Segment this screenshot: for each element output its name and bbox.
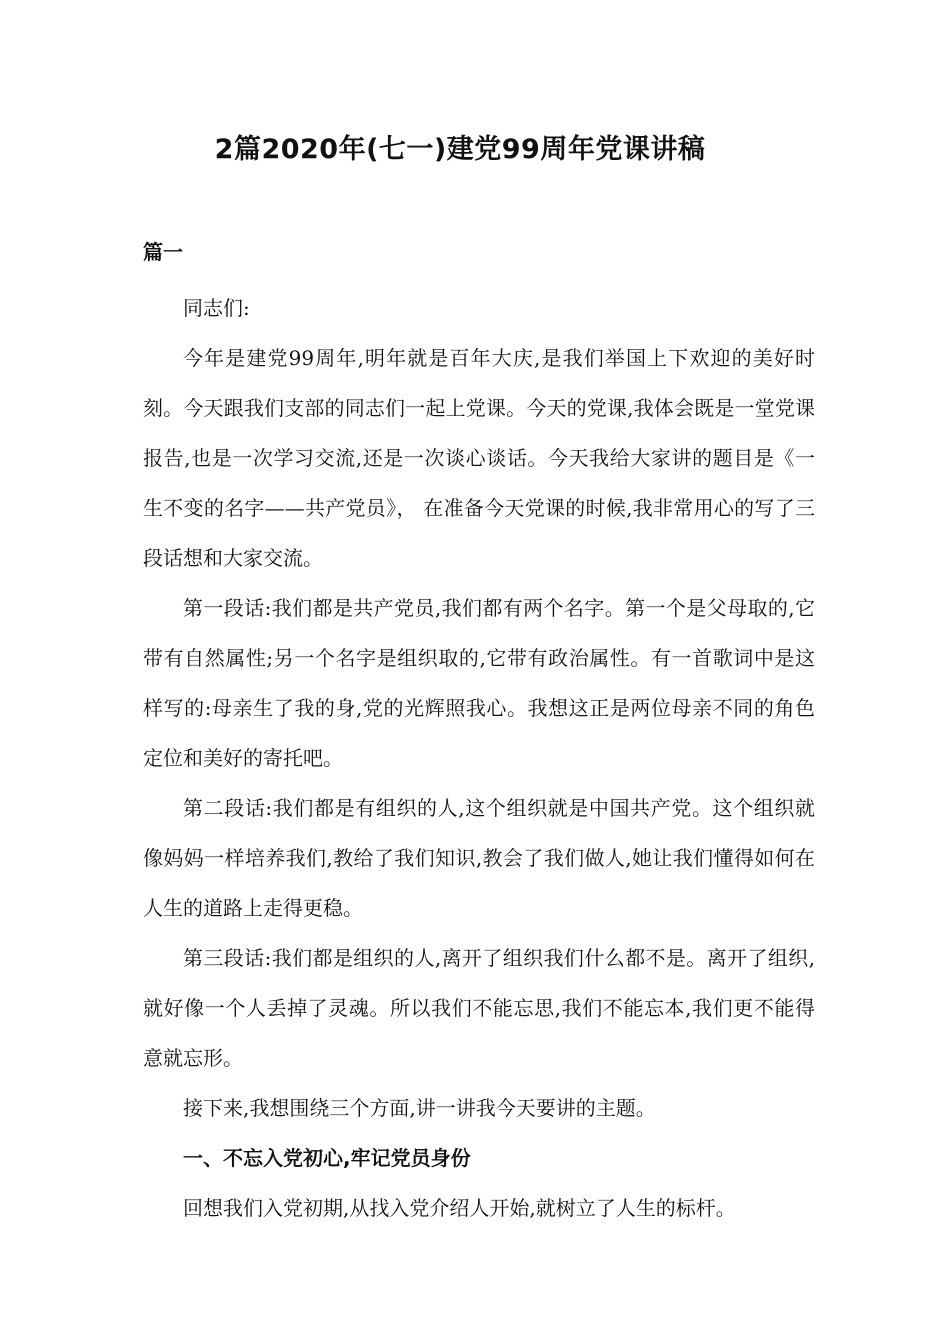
transition-paragraph: 接下来,我想围绕三个方面,讲一讲我今天要讲的主题。	[183, 1096, 656, 1120]
closing-paragraph: 回想我们入党初期,从找入党介绍人开始,就树立了人生的标杆。	[183, 1196, 736, 1220]
document-body	[143, 283, 815, 1233]
subheading-one: 一、不忘入党初心,牢记党员身份	[183, 1146, 471, 1170]
greeting-paragraph: 同志们:	[183, 296, 250, 320]
section-heading: 篇一	[143, 240, 183, 264]
first-point-paragraph: 第一段话:我们都是共产党员,我们都有两个名字。第一个是父母取的,它带有自然属性;另一个名字是组织取的,它带有政治属性。有一首歌词中是这样写的:母亲生了我的身,党的光辉照我心。我想这正是两位母亲不同的角色定位和美好的寄托吧。	[143, 596, 815, 770]
second-point-paragraph: 第二段话:我们都是有组织的人,这个组织就是中国共产党。这个组织就像妈妈一样培养我们,教给了我们知识,教会了我们做人,她让我们懂得如何在人生的道路上走得更稳。	[143, 796, 815, 920]
third-point-paragraph: 第三段话:我们都是组织的人,离开了组织我们什么都不是。离开了组织,就好像一个人丢掉了灵魂。所以我们不能忘思,我们不能忘本,我们更不能得意就忘形。	[143, 946, 815, 1070]
intro-paragraph: 今年是建党99周年,明年就是百年大庆,是我们举国上下欢迎的美好时刻。今天跟我们支部的同志们一起上党课。今天的党课,我体会既是一堂党课报告,也是一次学习交流,还是一次谈心谈话。今天我给大家讲的题目是《一生不变的名字——共产党员》， 在准备今天党课的时候,我非常用心的写了三段话想和大家交流。	[143, 346, 815, 570]
document-title: 2篇2020年(七一)建党99周年党课讲稿	[214, 134, 706, 165]
